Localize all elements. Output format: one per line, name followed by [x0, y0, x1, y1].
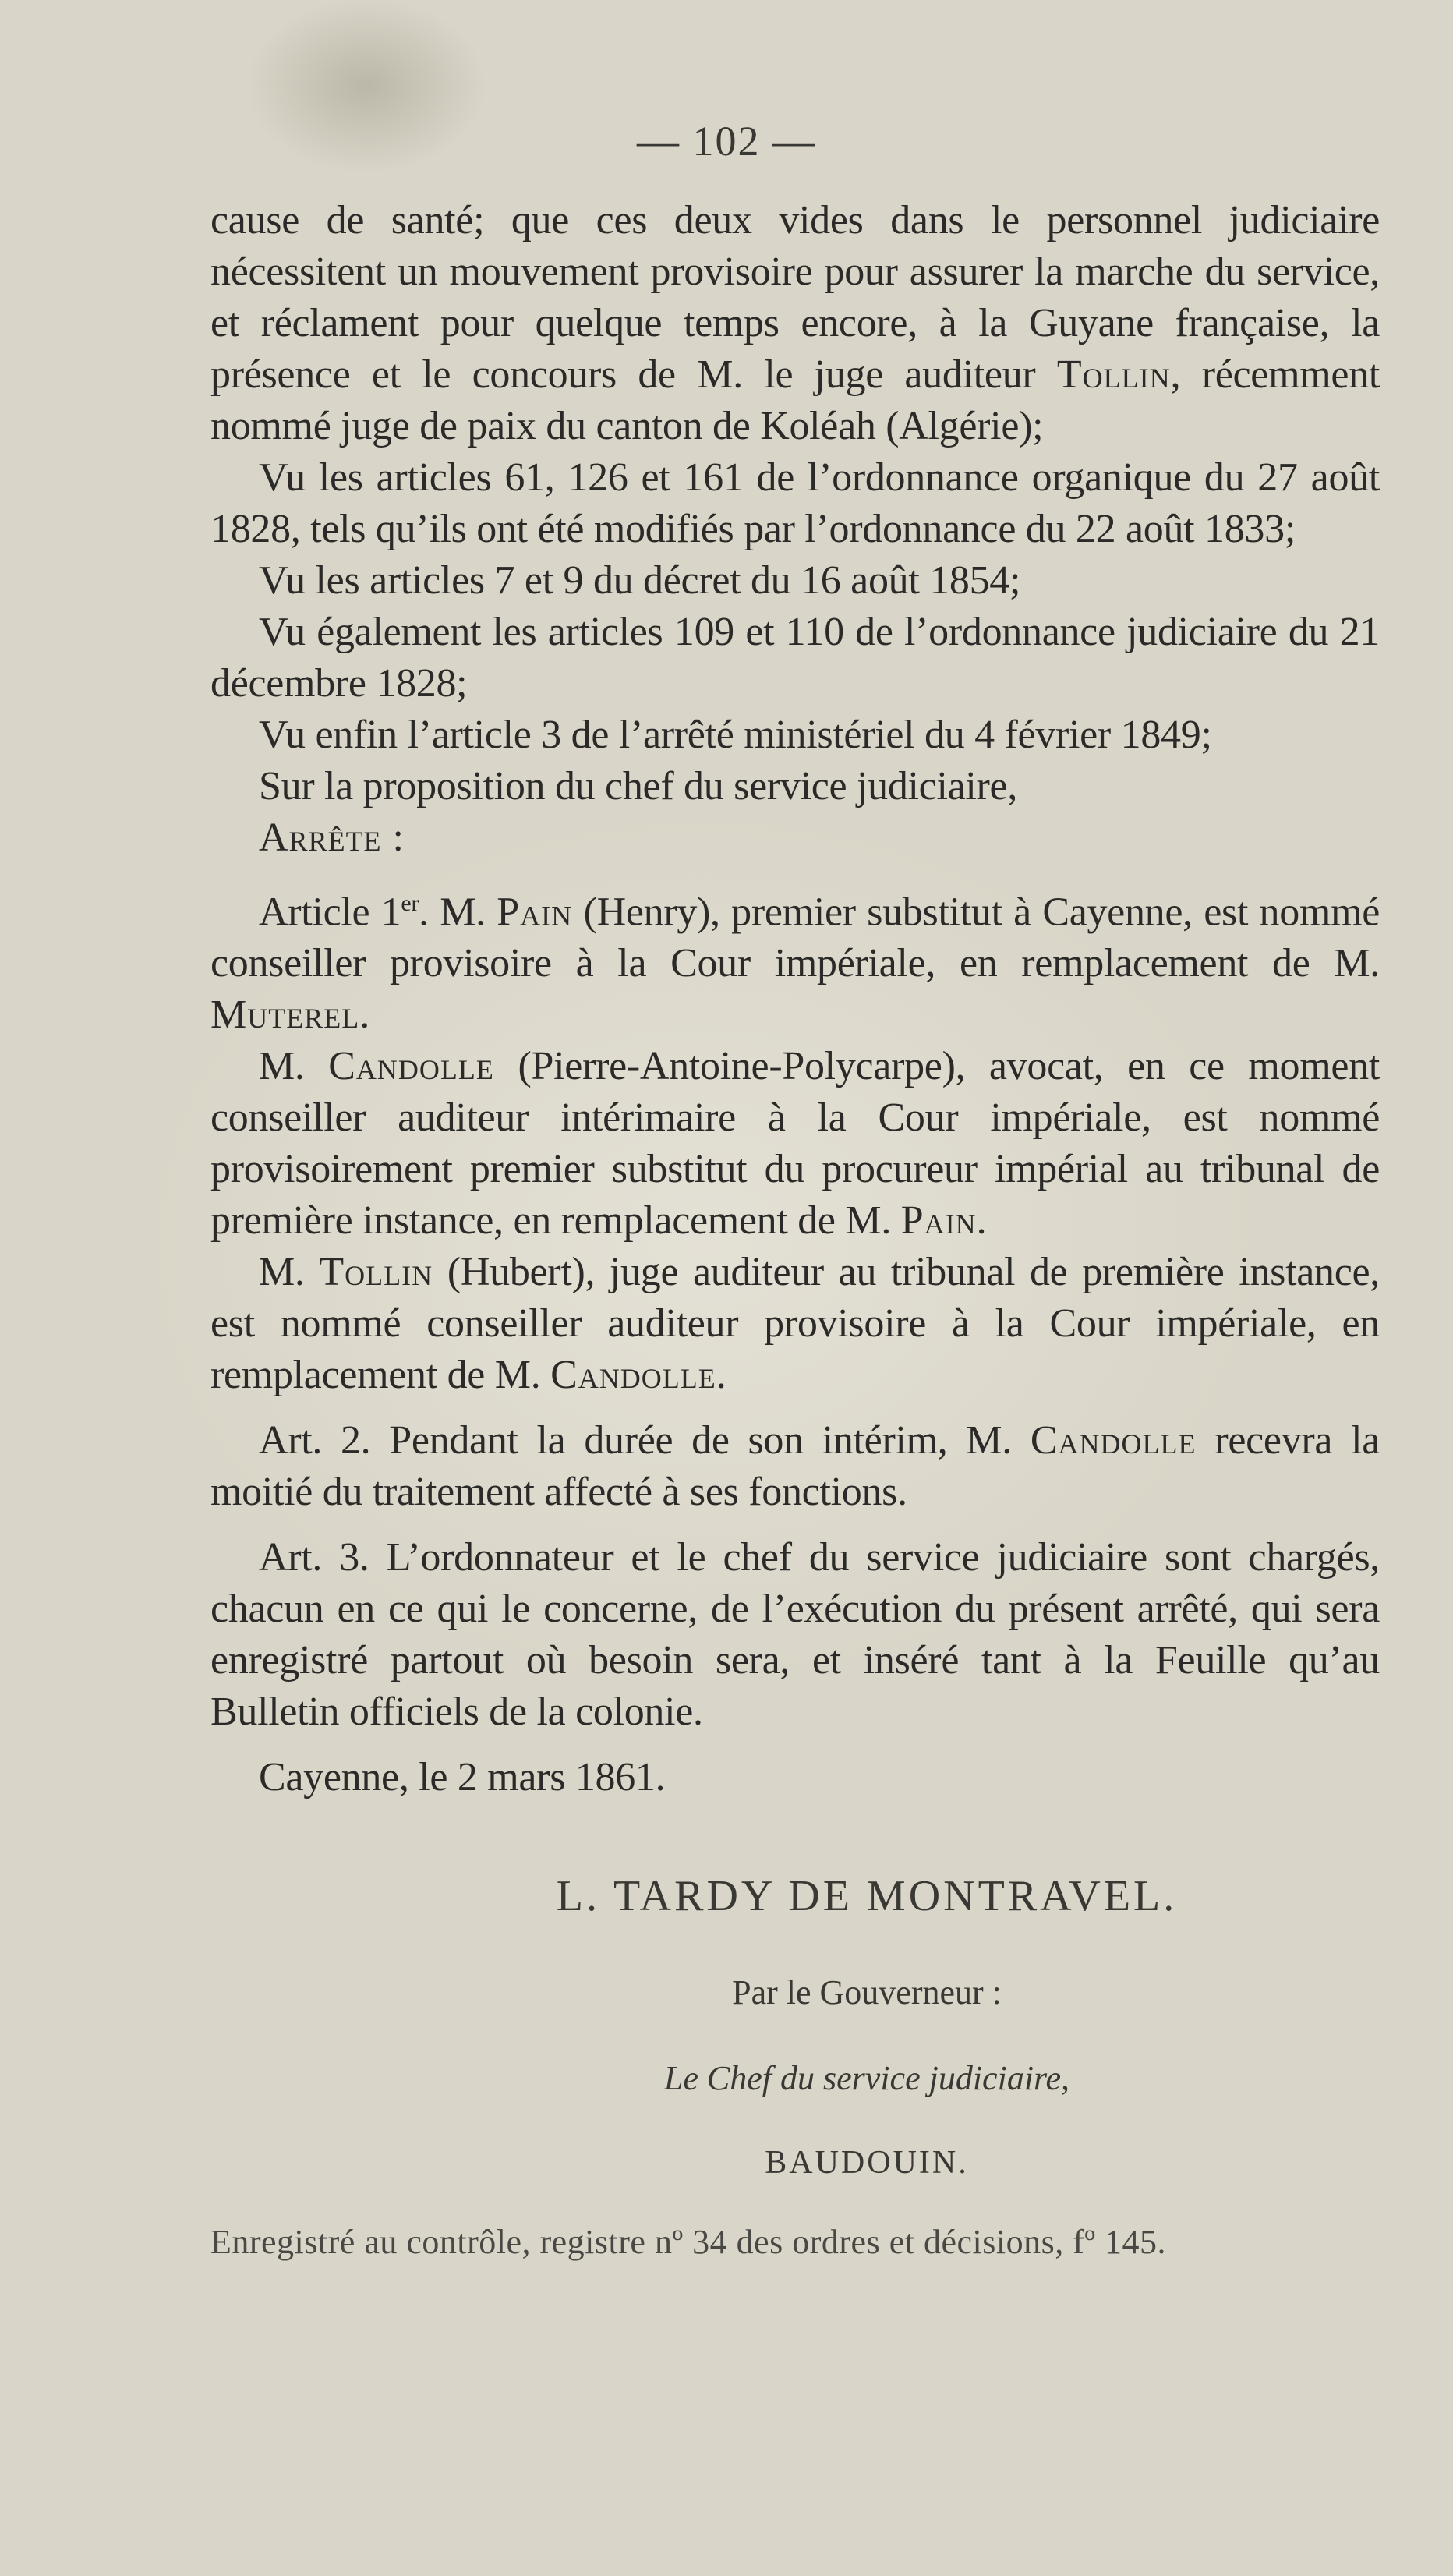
- text: M.: [259, 1044, 329, 1089]
- superscript: er: [401, 890, 419, 916]
- signature-chef: BAUDOUIN.: [765, 2145, 969, 2181]
- person-name: Candolle: [550, 1353, 716, 1398]
- person-name: Candolle: [1030, 1418, 1197, 1463]
- text: (Hubert), juge auditeur au tribunal de première instance, est nommé conseiller auditeur provisoire à la Cour impériale, en remplacement de M.: [210, 1250, 1380, 1398]
- person-name: Tollin: [1056, 352, 1171, 397]
- paragraph-arrete: Arrête :: [259, 816, 405, 860]
- page-number: — 102 —: [637, 118, 816, 165]
- paragraph-vu-ordonnance: Vu également les articles 109 et 110 de l’ordonnance judiciaire du 21 décembre 1828;: [210, 610, 1380, 706]
- person-name: Candolle: [328, 1044, 494, 1089]
- article-2: [210, 1415, 1380, 1518]
- person-name: Pain: [900, 1198, 977, 1244]
- text: (Pierre-Antoine-Polycarpe), avocat, en ce moment conseiller auditeur intérimaire à la Cour impériale, est nommé provisoirement premier substitut du procureur impérial au tribunal de première instance, en remplacement de M.: [210, 1044, 1380, 1244]
- article-3: Art. 3. L’ordonnateur et le chef du service judiciaire sont chargés, chacun en ce qui le concerne, de l’exécution du présent arrêté, qui sera enregistré partout où besoin sera, et inséré tant à la Feuille qu’au Bulletin officiels de la colonie.: [210, 1535, 1380, 1735]
- article-1: [210, 878, 1380, 1041]
- article-1-candolle: [210, 1041, 1380, 1247]
- paragraph-vu-arrete: Vu enfin l’article 3 de l’arrêté ministériel du 4 février 1849;: [259, 713, 1212, 757]
- person-name: Muterel: [210, 993, 360, 1038]
- text: , récemment nommé juge de paix du canton de Koléah (Algérie);: [210, 352, 1380, 448]
- person-name: Tollin: [319, 1250, 433, 1295]
- signature-role: Le Chef du service judiciaire,: [663, 2059, 1070, 2097]
- body-text: [210, 195, 1380, 1803]
- paragraph-considerant: [210, 195, 1380, 452]
- article-1-tollin: [210, 1247, 1380, 1401]
- text: recevra la moitié du traitement affecté à ses fonctions.: [210, 1418, 1381, 1515]
- signature-by: Par le Gouverneur :: [732, 1973, 1002, 2012]
- paragraph-vu-articles: Vu les articles 61, 126 et 161 de l’ordonnance organique du 27 août 1828, tels qu’ils ont été modifiés par l’ordonnance du 22 août 1833;: [210, 455, 1380, 551]
- paragraph-proposition: Sur la proposition du chef du service judiciaire,: [259, 764, 1018, 809]
- text: cause de santé; que ces deux vides dans le personnel judiciaire nécessitent un mouvement provisoire pour assurer la marche du service, et réclament pour quelque temps encore, à la Guyane française, la présence et le concours de M. le juge auditeur: [210, 198, 1380, 397]
- text: .: [716, 1353, 726, 1398]
- paragraph-vu-decret: Vu les articles 7 et 9 du décret du 16 août 1854;: [259, 558, 1021, 603]
- text: .: [359, 993, 369, 1038]
- registration-footer: Enregistré au contrôle, registre nº 34 des ordres et décisions, fº 145.: [210, 2223, 1166, 2261]
- person-name: Pain: [497, 890, 573, 935]
- text: Art. 2. Pendant la durée de son intérim, M.: [259, 1418, 1031, 1463]
- text: . M.: [419, 890, 497, 935]
- text: M.: [259, 1250, 320, 1295]
- date-line: Cayenne, le 2 mars 1861.: [259, 1755, 666, 1800]
- text: .: [976, 1198, 987, 1244]
- signature-name: L. TARDY DE MONTRAVEL.: [556, 1872, 1178, 1920]
- text: Article 1: [259, 890, 401, 935]
- text: (Henry), premier substitut à Cayenne, est nommé conseiller provisoire à la Cour impériale, en remplacement de M.: [210, 890, 1381, 986]
